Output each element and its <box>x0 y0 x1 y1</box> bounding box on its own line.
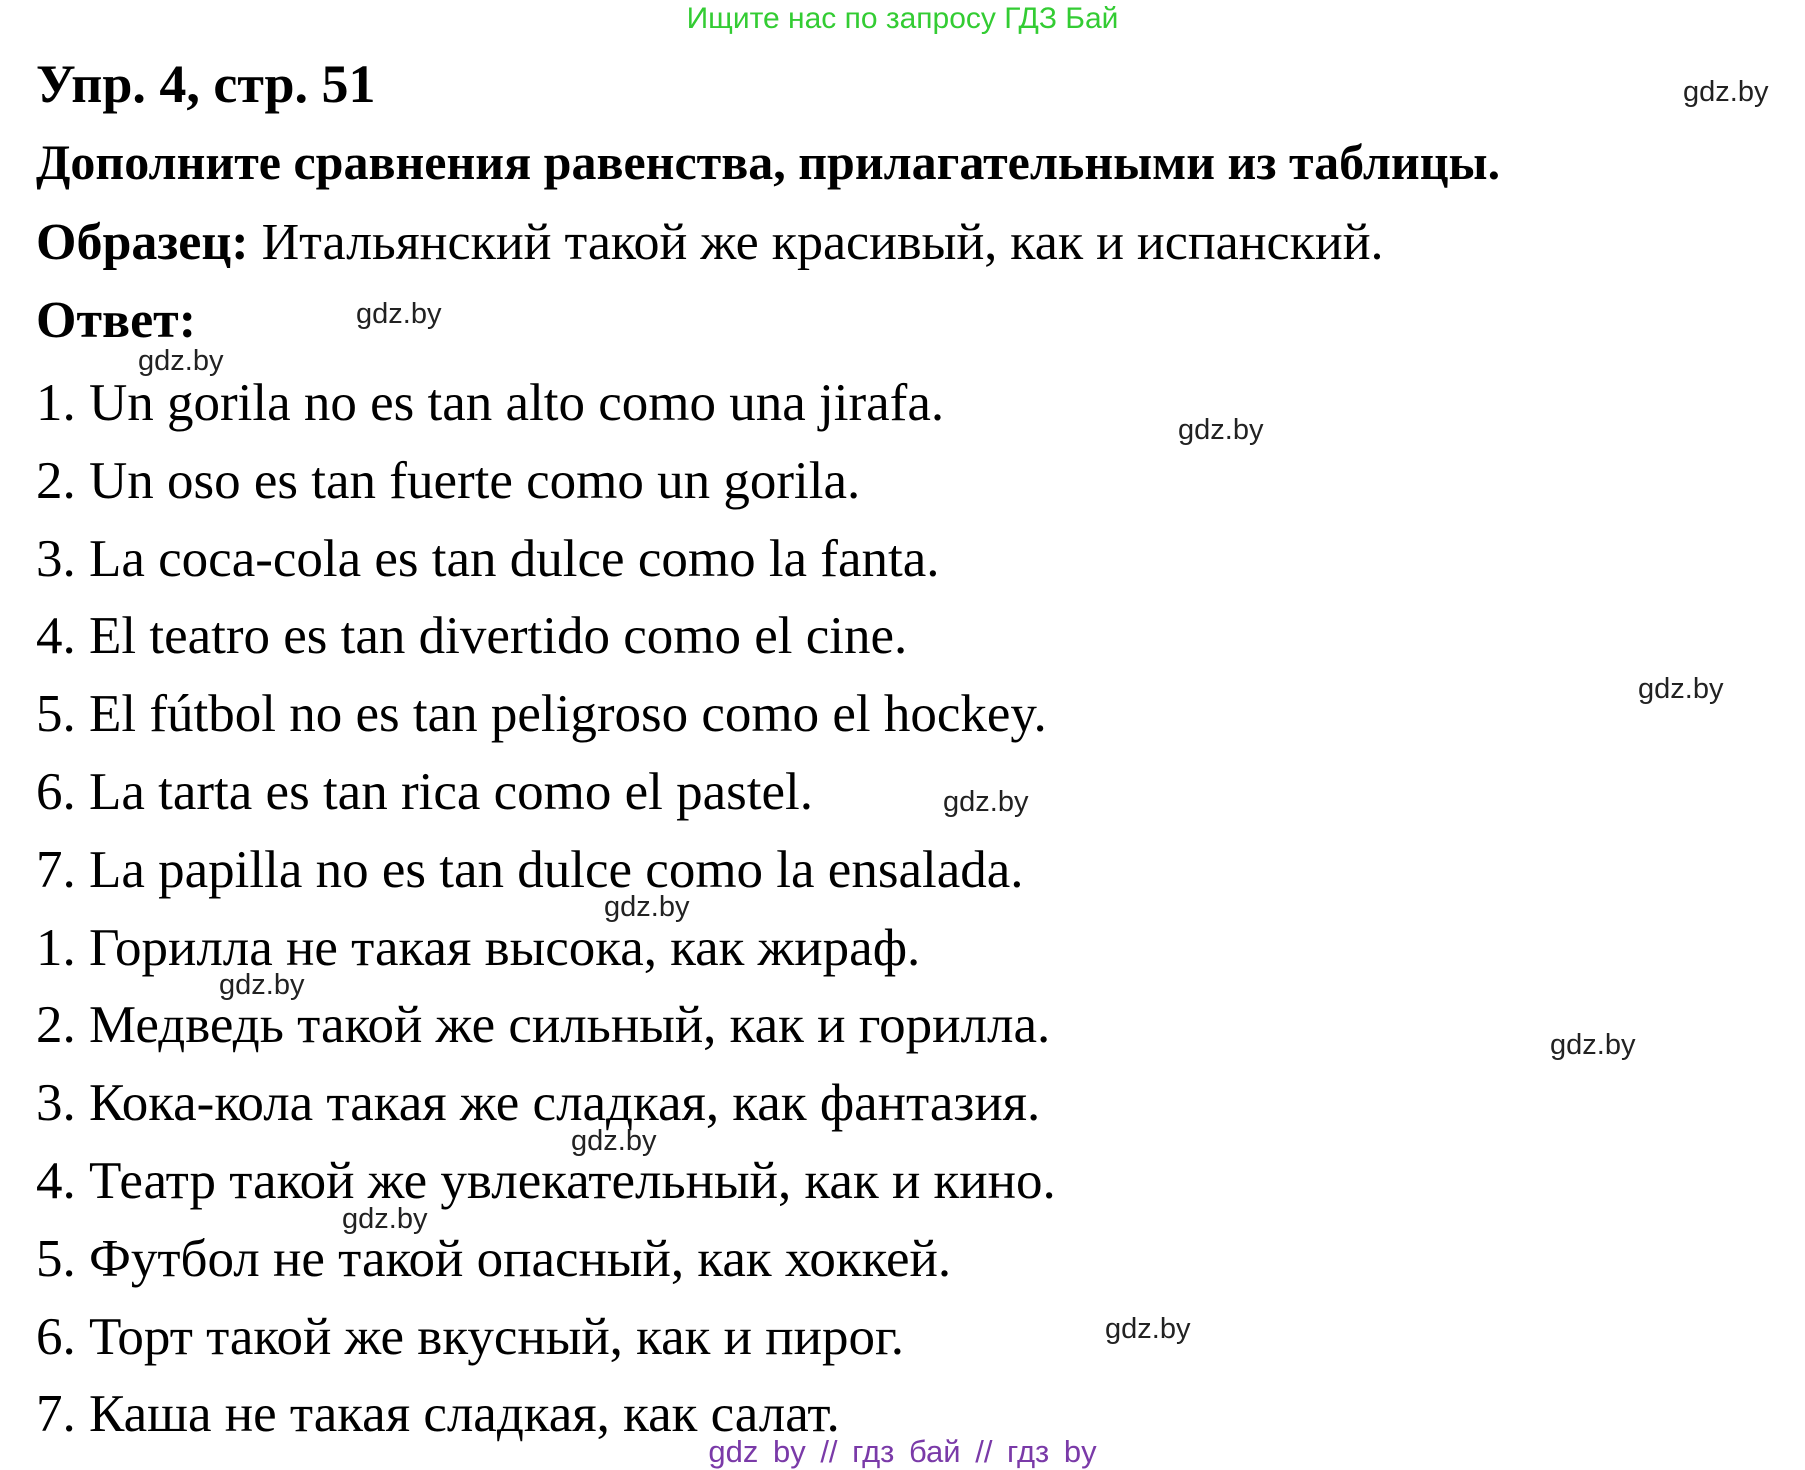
answer-list <box>36 365 1056 1454</box>
answer-line: 6. La tarta es tan rica como el pastel. <box>36 762 813 821</box>
answer-line: 3. La coca-cola es tan dulce como la fanta. <box>36 529 940 588</box>
sample-line <box>36 214 1384 271</box>
answer-line: 5. El fútbol no es tan peligroso como el hockey. <box>36 685 1047 744</box>
top-banner: Ищите нас по запросу ГДЗ Бай <box>686 2 1119 35</box>
answer-line: 2. Медведь такой же сильный, как и горилла. <box>36 996 1051 1055</box>
watermark: gdz.by <box>571 1125 657 1157</box>
answer-line: 4. El teatro es tan divertido como el cine. <box>36 607 908 666</box>
page-title: Упр. 4, стр. 51 <box>36 54 376 114</box>
answer-label: Ответ: <box>36 292 197 349</box>
answer-line: 4. Театр такой же увлекательный, как и кино. <box>36 1151 1056 1210</box>
watermark: gdz.by <box>1683 76 1769 108</box>
answer-line: 7. Каша не такая сладкая, как салат. <box>36 1385 840 1444</box>
answer-line: 6. Торт такой же вкусный, как и пирог. <box>36 1307 905 1366</box>
watermark: gdz.by <box>1105 1313 1191 1345</box>
watermark: gdz.by <box>356 298 442 330</box>
watermark: gdz.by <box>1638 673 1724 705</box>
watermark: gdz.by <box>943 786 1029 818</box>
answer-line: 2. Un oso es tan fuerte como un gorila. <box>36 451 861 510</box>
footer-banner: gdz by // гдз бай // гдз by <box>708 1434 1097 1469</box>
answer-line: 1. Горилла не такая высока, как жираф. <box>36 918 921 977</box>
watermark: gdz.by <box>1550 1029 1636 1061</box>
answer-line: 5. Футбол не такой опасный, как хоккей. <box>36 1229 952 1288</box>
task-instruction: Дополните сравнения равенства, прилагательными из таблицы. <box>36 134 1501 190</box>
answer-line: 7. La papilla no es tan dulce como la ensalada. <box>36 840 1024 899</box>
answer-line: 1. Un gorila no es tan alto como una jirafa. <box>36 374 945 432</box>
watermark: gdz.by <box>1178 414 1264 446</box>
sample-text: Итальянский такой же красивый, как и испанский. <box>248 214 1384 271</box>
sample-label: Образец: <box>36 214 249 271</box>
watermark: gdz.by <box>219 969 305 1001</box>
watermark: gdz.by <box>604 891 690 923</box>
watermark: gdz.by <box>342 1203 428 1235</box>
watermark: gdz.by <box>138 345 224 377</box>
answer-line: 3. Кока-кола такая же сладкая, как фантазия. <box>36 1074 1041 1133</box>
